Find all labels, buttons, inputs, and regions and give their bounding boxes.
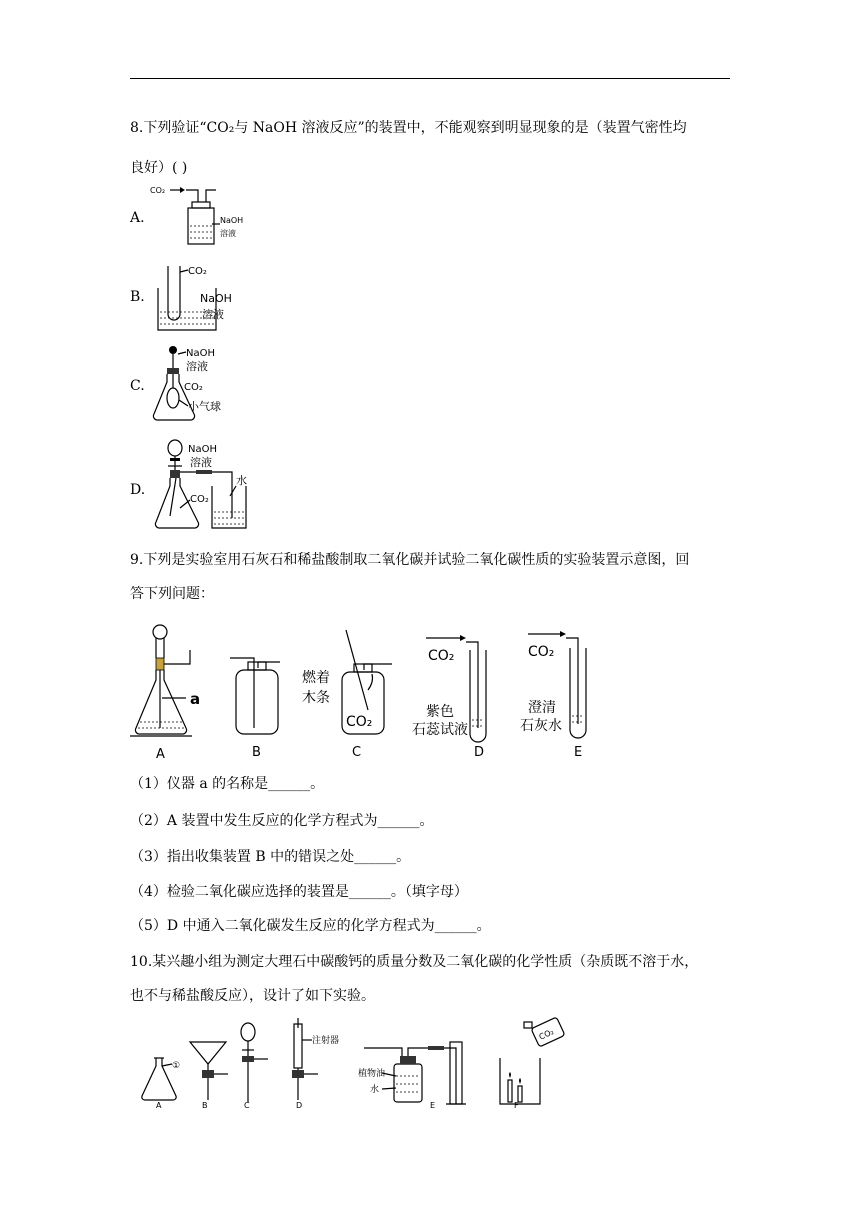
q9-e-limewater-label: 石灰水 [520, 718, 562, 734]
q9-stem-line2: 答下列问题： [130, 586, 214, 602]
q8-stem-line1: 8.下列验证“CO₂与 NaOH 溶液反应”的装置中，不能观察到明显现象的是（装置气密性均 [130, 120, 687, 136]
q8-figure-c [150, 342, 260, 424]
q10-circle-label: ① [172, 1061, 181, 1071]
q10-apparatus-a [142, 1058, 180, 1100]
q9-apparatus-a [130, 625, 200, 736]
q10-stem-line2: 也不与稀盐酸反应），设计了如下实验。 [130, 988, 375, 1004]
q10-caption-a: A [156, 1101, 162, 1110]
q10-figure [138, 1018, 598, 1110]
q9-figure [130, 620, 600, 762]
q9-caption-d: D [474, 745, 485, 760]
q9-d-litmus-label: 石蕊试液 [412, 722, 468, 738]
q8-c-balloon-label: 小气球 [188, 400, 221, 413]
q9-sub-5: （5）D 中通入二氧化碳发生反应的化学方程式为______。 [130, 918, 491, 934]
q9-d-purple-label: 紫色 [426, 704, 454, 720]
q9-sub-2: （2）A 装置中发生反应的化学方程式为______。 [130, 813, 434, 829]
q10-syringe-label: 注射器 [312, 1036, 340, 1046]
q10-stem-line1: 10.某兴趣小组为测定大理石中碳酸钙的质量分数及二氧化碳的化学性质（杂质既不溶于水， [130, 954, 699, 970]
q8-option-d-letter: D. [130, 482, 146, 498]
q8-b-naoh-label: NaOH [200, 292, 232, 305]
q8-d-naoh-label: NaOH [188, 444, 217, 455]
q8-option-a-letter: A. [130, 210, 145, 226]
q9-sub-1: （1）仪器 a 的名称是______。 [130, 776, 325, 792]
q8-b-co2-label: CO₂ [188, 266, 207, 277]
q8-c-solution-label: 溶液 [186, 360, 208, 373]
q9-sub-4: （4）检验二氧化碳应选择的装置是______。（填字母） [130, 884, 468, 900]
q8-a-co2-label: CO₂ [150, 186, 166, 195]
q9-d-co2-label: CO₂ [428, 648, 455, 664]
q8-a-naoh-label: NaOH [220, 216, 244, 225]
q10-apparatus-f [500, 1017, 565, 1104]
q9-c-burning-label: 燃着 [302, 670, 330, 686]
q10-oil-label: 植物油 [358, 1069, 386, 1079]
q10-apparatus-b [190, 1042, 228, 1100]
q8-c-naoh-label: NaOH [186, 348, 215, 359]
q10-caption-f: F [514, 1101, 519, 1110]
q8-d-water-label: 水 [236, 474, 247, 487]
q9-e-clear-label: 澄清 [528, 700, 556, 716]
q9-label-a: a [190, 690, 201, 708]
q8-d-solution-label: 溶液 [190, 456, 212, 469]
header-rule [130, 78, 730, 79]
q8-stem-line2: 良好）( ) [130, 160, 188, 176]
q9-c-co2-label: CO₂ [346, 714, 373, 730]
q9-caption-c: C [352, 745, 362, 760]
q9-caption-b: B [252, 745, 261, 760]
q9-apparatus-d [412, 635, 486, 742]
q10-water-label: 水 [370, 1085, 380, 1095]
q9-caption-e: E [574, 745, 583, 760]
q8-b-solution-label: 溶液 [202, 308, 224, 321]
q8-option-b-letter: B. [130, 289, 145, 305]
q8-figure-b [154, 262, 264, 334]
q8-figure-d [150, 436, 270, 536]
q10-apparatus-c [241, 1023, 268, 1102]
q10-apparatus-d [292, 1018, 339, 1100]
q9-apparatus-e [520, 631, 586, 738]
q10-co2-label: CO₂ [537, 1027, 556, 1042]
q9-sub-3: （3）指出收集装置 B 中的错误之处______。 [130, 849, 411, 865]
q10-caption-d: D [296, 1101, 303, 1110]
q9-stem-line1: 9.下列是实验室用石灰石和稀盐酸制取二氧化碳并试验二氧化碳性质的实验装置示意图，回 [130, 552, 690, 568]
q9-caption-a: A [156, 747, 165, 762]
q8-option-c-letter: C. [130, 378, 145, 394]
q9-apparatus-b [230, 658, 280, 734]
q9-e-co2-label: CO₂ [528, 644, 555, 660]
q10-apparatus-e [358, 1042, 466, 1104]
q8-c-co2-label: CO₂ [184, 382, 203, 393]
q9-apparatus-c [302, 630, 392, 734]
q10-caption-c: C [244, 1101, 250, 1110]
q10-caption-b: B [202, 1101, 208, 1110]
q9-c-splint-label: 木条 [302, 690, 330, 706]
q10-caption-e: E [430, 1101, 436, 1110]
q8-d-co2-label: CO₂ [190, 494, 209, 505]
q8-figure-a [150, 182, 260, 248]
q8-a-solution-label: 溶液 [220, 229, 236, 238]
